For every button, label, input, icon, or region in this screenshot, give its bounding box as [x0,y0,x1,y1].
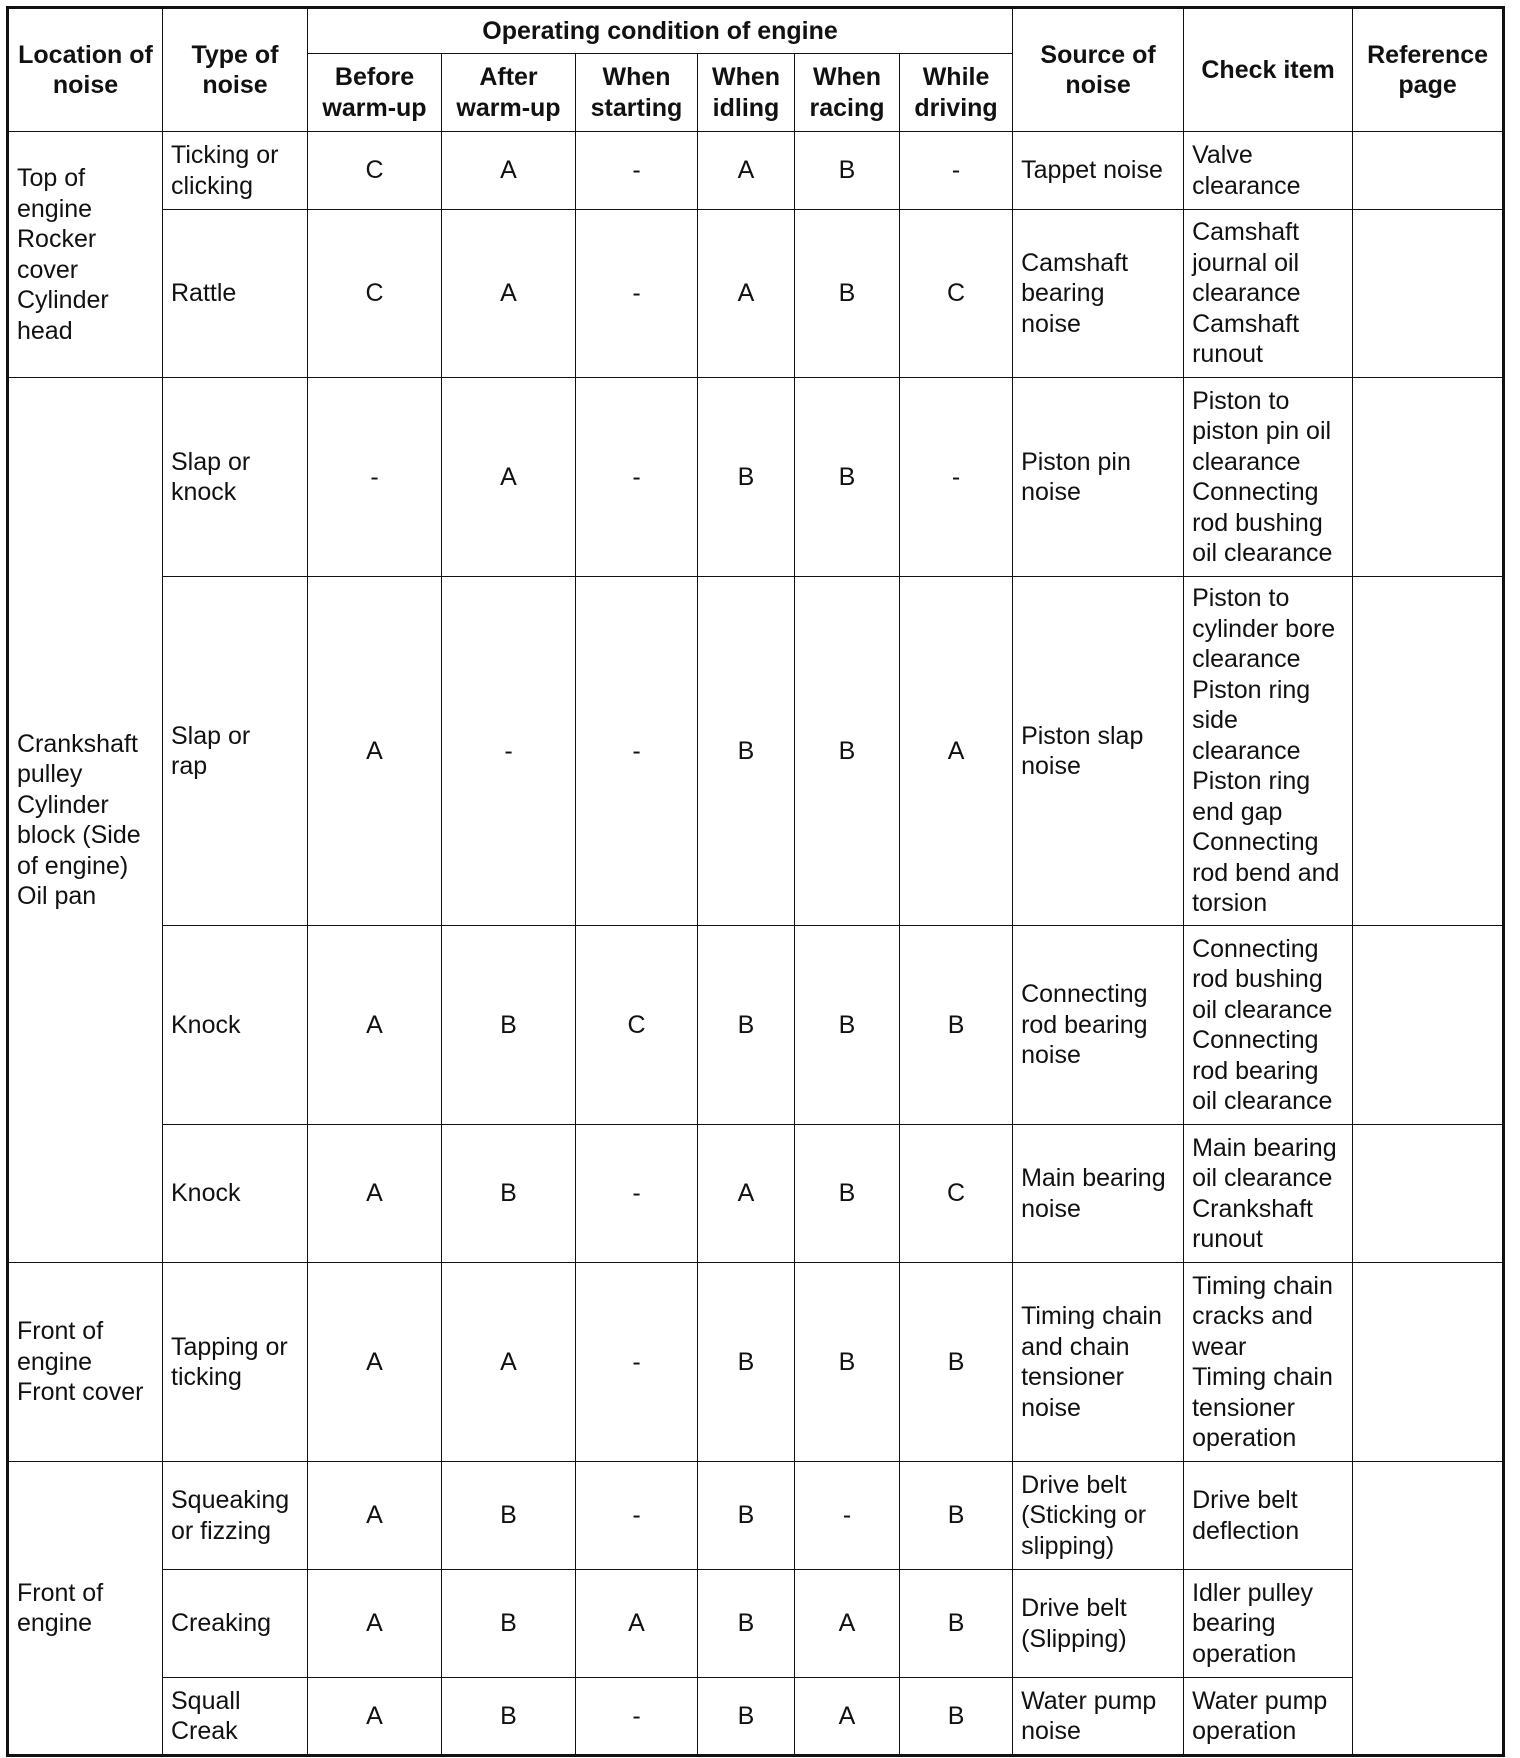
source-cell: Connecting rod bearing noise [1013,926,1184,1125]
header-source: Source of noise [1013,8,1184,132]
location-cell: Front of engine Front cover [8,1263,163,1462]
source-cell: Piston pin noise [1013,378,1184,577]
rating-cell: B [900,1678,1013,1756]
type-cell: Knock [163,926,308,1125]
rating-cell: B [698,577,795,926]
rating-cell: A [308,1678,442,1756]
rating-cell: A [698,132,795,210]
check-item-cell: Piston to piston pin oil clearance Connecting rod bushing oil clearance [1184,378,1353,577]
rating-cell: - [576,1263,698,1462]
location-cell: Crankshaft pulley Cylinder block (Side of engine) Oil pan [8,378,163,1263]
header-condition-when-starting: When starting [576,54,698,132]
rating-cell: B [795,378,900,577]
rating-cell: A [442,378,576,577]
rating-cell: B [900,1263,1013,1462]
rating-cell: A [698,1125,795,1263]
check-item-cell: Connecting rod bushing oil clearance Connecting rod bearing oil clearance [1184,926,1353,1125]
rating-cell: - [308,378,442,577]
check-item-cell: Idler pulley bearing operation [1184,1570,1353,1678]
header-condition-when-idling: When idling [698,54,795,132]
check-item-cell: Valve clearance [1184,132,1353,210]
rating-cell: A [795,1678,900,1756]
rating-cell: B [795,1263,900,1462]
rating-cell: B [698,378,795,577]
source-cell: Piston slap noise [1013,577,1184,926]
rating-cell: B [795,1125,900,1263]
rating-cell: B [795,926,900,1125]
rating-cell: B [442,1125,576,1263]
header-check-item: Check item [1184,8,1353,132]
table-row [8,1462,1504,1570]
table-row [8,132,1504,210]
rating-cell: - [576,210,698,378]
reference-cell [1353,1125,1504,1263]
rating-cell: - [900,378,1013,577]
rating-cell: - [576,577,698,926]
rating-cell: B [698,1462,795,1570]
table-row [8,1263,1504,1462]
rating-cell: - [576,1462,698,1570]
table-row [8,577,1504,926]
type-cell: Slap or rap [163,577,308,926]
rating-cell: A [308,1462,442,1570]
reference-cell [1353,1462,1504,1756]
check-item-cell: Main bearing oil clearance Crankshaft runout [1184,1125,1353,1263]
location-cell: Front of engine [8,1462,163,1756]
check-item-cell: Piston to cylinder bore clearance Piston ring side clearance Piston ring end gap Connecting rod bend and torsion [1184,577,1353,926]
check-item-cell: Water pump operation [1184,1678,1353,1756]
header-reference-page: Reference page [1353,8,1504,132]
table-row [8,926,1504,1125]
source-cell: Tappet noise [1013,132,1184,210]
rating-cell: C [900,210,1013,378]
header-condition-before-warm-up: Before warm-up [308,54,442,132]
header-condition-after-warm-up: After warm-up [442,54,576,132]
table-row [8,1678,1504,1756]
source-cell: Main bearing noise [1013,1125,1184,1263]
rating-cell: B [442,926,576,1125]
rating-cell: C [576,926,698,1125]
rating-cell: C [308,132,442,210]
rating-cell: A [795,1570,900,1678]
engine-noise-table [6,6,1505,1757]
rating-cell: B [442,1462,576,1570]
check-item-cell: Camshaft journal oil clearance Camshaft runout [1184,210,1353,378]
rating-cell: - [442,577,576,926]
type-cell: Squall Creak [163,1678,308,1756]
source-cell: Drive belt (Slipping) [1013,1570,1184,1678]
reference-cell [1353,926,1504,1125]
rating-cell: A [698,210,795,378]
source-cell: Timing chain and chain tensioner noise [1013,1263,1184,1462]
table-row [8,210,1504,378]
rating-cell: B [795,577,900,926]
rating-cell: - [795,1462,900,1570]
location-cell: Top of engine Rocker cover Cylinder head [8,132,163,378]
rating-cell: B [698,1263,795,1462]
reference-cell [1353,378,1504,577]
reference-cell [1353,132,1504,210]
check-item-cell: Timing chain cracks and wear Timing chain tensioner operation [1184,1263,1353,1462]
rating-cell: A [308,1570,442,1678]
header-condition-while-driving: While driving [900,54,1013,132]
type-cell: Knock [163,1125,308,1263]
rating-cell: A [308,577,442,926]
table-row [8,378,1504,577]
rating-cell: A [900,577,1013,926]
rating-cell: C [900,1125,1013,1263]
rating-cell: A [442,1263,576,1462]
rating-cell: B [795,210,900,378]
rating-cell: - [576,378,698,577]
rating-cell: A [442,210,576,378]
reference-cell [1353,210,1504,378]
rating-cell: - [900,132,1013,210]
type-cell: Squeaking or fizzing [163,1462,308,1570]
rating-cell: - [576,1125,698,1263]
rating-cell: A [308,1263,442,1462]
rating-cell: A [576,1570,698,1678]
rating-cell: B [698,1678,795,1756]
rating-cell: B [698,1570,795,1678]
rating-cell: - [576,1678,698,1756]
header-condition-when-racing: When racing [795,54,900,132]
type-cell: Rattle [163,210,308,378]
header-operating-condition: Operating condition of engine [308,8,1013,54]
reference-cell [1353,577,1504,926]
rating-cell: B [442,1570,576,1678]
type-cell: Creaking [163,1570,308,1678]
type-cell: Tapping or ticking [163,1263,308,1462]
header-type: Type of noise [163,8,308,132]
rating-cell: B [442,1678,576,1756]
type-cell: Ticking or clicking [163,132,308,210]
source-cell: Drive belt (Sticking or slipping) [1013,1462,1184,1570]
rating-cell: B [900,926,1013,1125]
reference-cell [1353,1263,1504,1462]
rating-cell: B [698,926,795,1125]
rating-cell: B [900,1462,1013,1570]
source-cell: Water pump noise [1013,1678,1184,1756]
rating-cell: - [576,132,698,210]
type-cell: Slap or knock [163,378,308,577]
source-cell: Camshaft bearing noise [1013,210,1184,378]
rating-cell: B [795,132,900,210]
rating-cell: B [900,1570,1013,1678]
table-row [8,1125,1504,1263]
check-item-cell: Drive belt deflection [1184,1462,1353,1570]
rating-cell: A [308,1125,442,1263]
rating-cell: A [442,132,576,210]
header-location: Location of noise [8,8,163,132]
table-row [8,1570,1504,1678]
rating-cell: A [308,926,442,1125]
rating-cell: C [308,210,442,378]
